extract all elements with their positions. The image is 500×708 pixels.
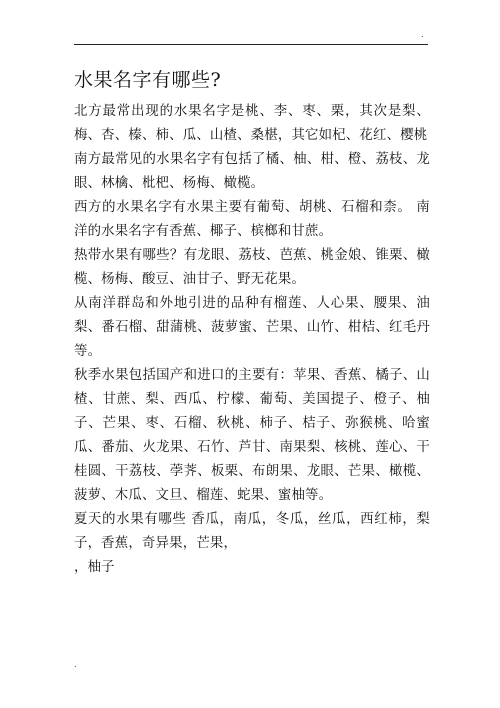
paragraph-imported-varieties: 从南洋群岛和外地引进的品种有榴莲、人心果、腰果、油梨、番石榴、甜蒲桃、菠萝蜜、芒果、山竹、柑桔、红毛丹等。 [74, 296, 430, 359]
paragraph-trailing-line: ，柚子 [74, 560, 115, 575]
header-dot: . [421, 30, 424, 39]
footer-dot: . [74, 660, 77, 669]
paragraph-south-fruits: 南方最常见的水果名字有包括了橘、柚、柑、橙、荔枝、龙眼、林檎、枇杷、杨梅、橄榄。 [74, 152, 430, 191]
paragraph-summer-fruits: 夏天的水果有哪些 香瓜，南瓜，冬瓜，丝瓜，西红柿，梨子，香蕉，奇异果，芒果， [74, 512, 430, 551]
paragraph-west-fruits: 西方的水果名字有水果主要有葡萄、胡桃、石榴和柰。 南洋的水果名字有香蕉、椰子、槟榔和甘蔗。 [74, 200, 430, 239]
document-body [74, 66, 430, 580]
paragraph-autumn-fruits: 秋季水果包括国产和进口的主要有：苹果、香蕉、橘子、山楂、甘蔗、梨、西瓜、柠檬、葡萄、美国提子、橙子、柚子、芒果、枣、石榴、秋桃、柿子、桔子、弥猴桃、哈蜜瓜、番茄、火龙果、石竹、芦甘、南果梨、核桃、莲心、干桂圆、干荔枝、荸荠、板栗、布朗果、龙眼、芒果、橄榄、菠萝、木瓜、文旦、榴莲、蛇果、蜜柚等。 [74, 368, 430, 503]
paragraph-tropical-fruits: 热带水果有哪些？有龙眼、荔枝、芭蕉、桃金娘、锥栗、橄榄、杨梅、酸豆、油甘子、野无花果。 [74, 248, 430, 287]
header-rule [74, 44, 428, 45]
paragraph-north-fruits: 北方最常出现的水果名字是桃、李、枣、栗，其次是梨、梅、杏、榛、柿、瓜、山楂、桑椹，其它如杞、花红、樱桃 [74, 104, 430, 143]
document-title: 水果名字有哪些? [74, 69, 222, 91]
